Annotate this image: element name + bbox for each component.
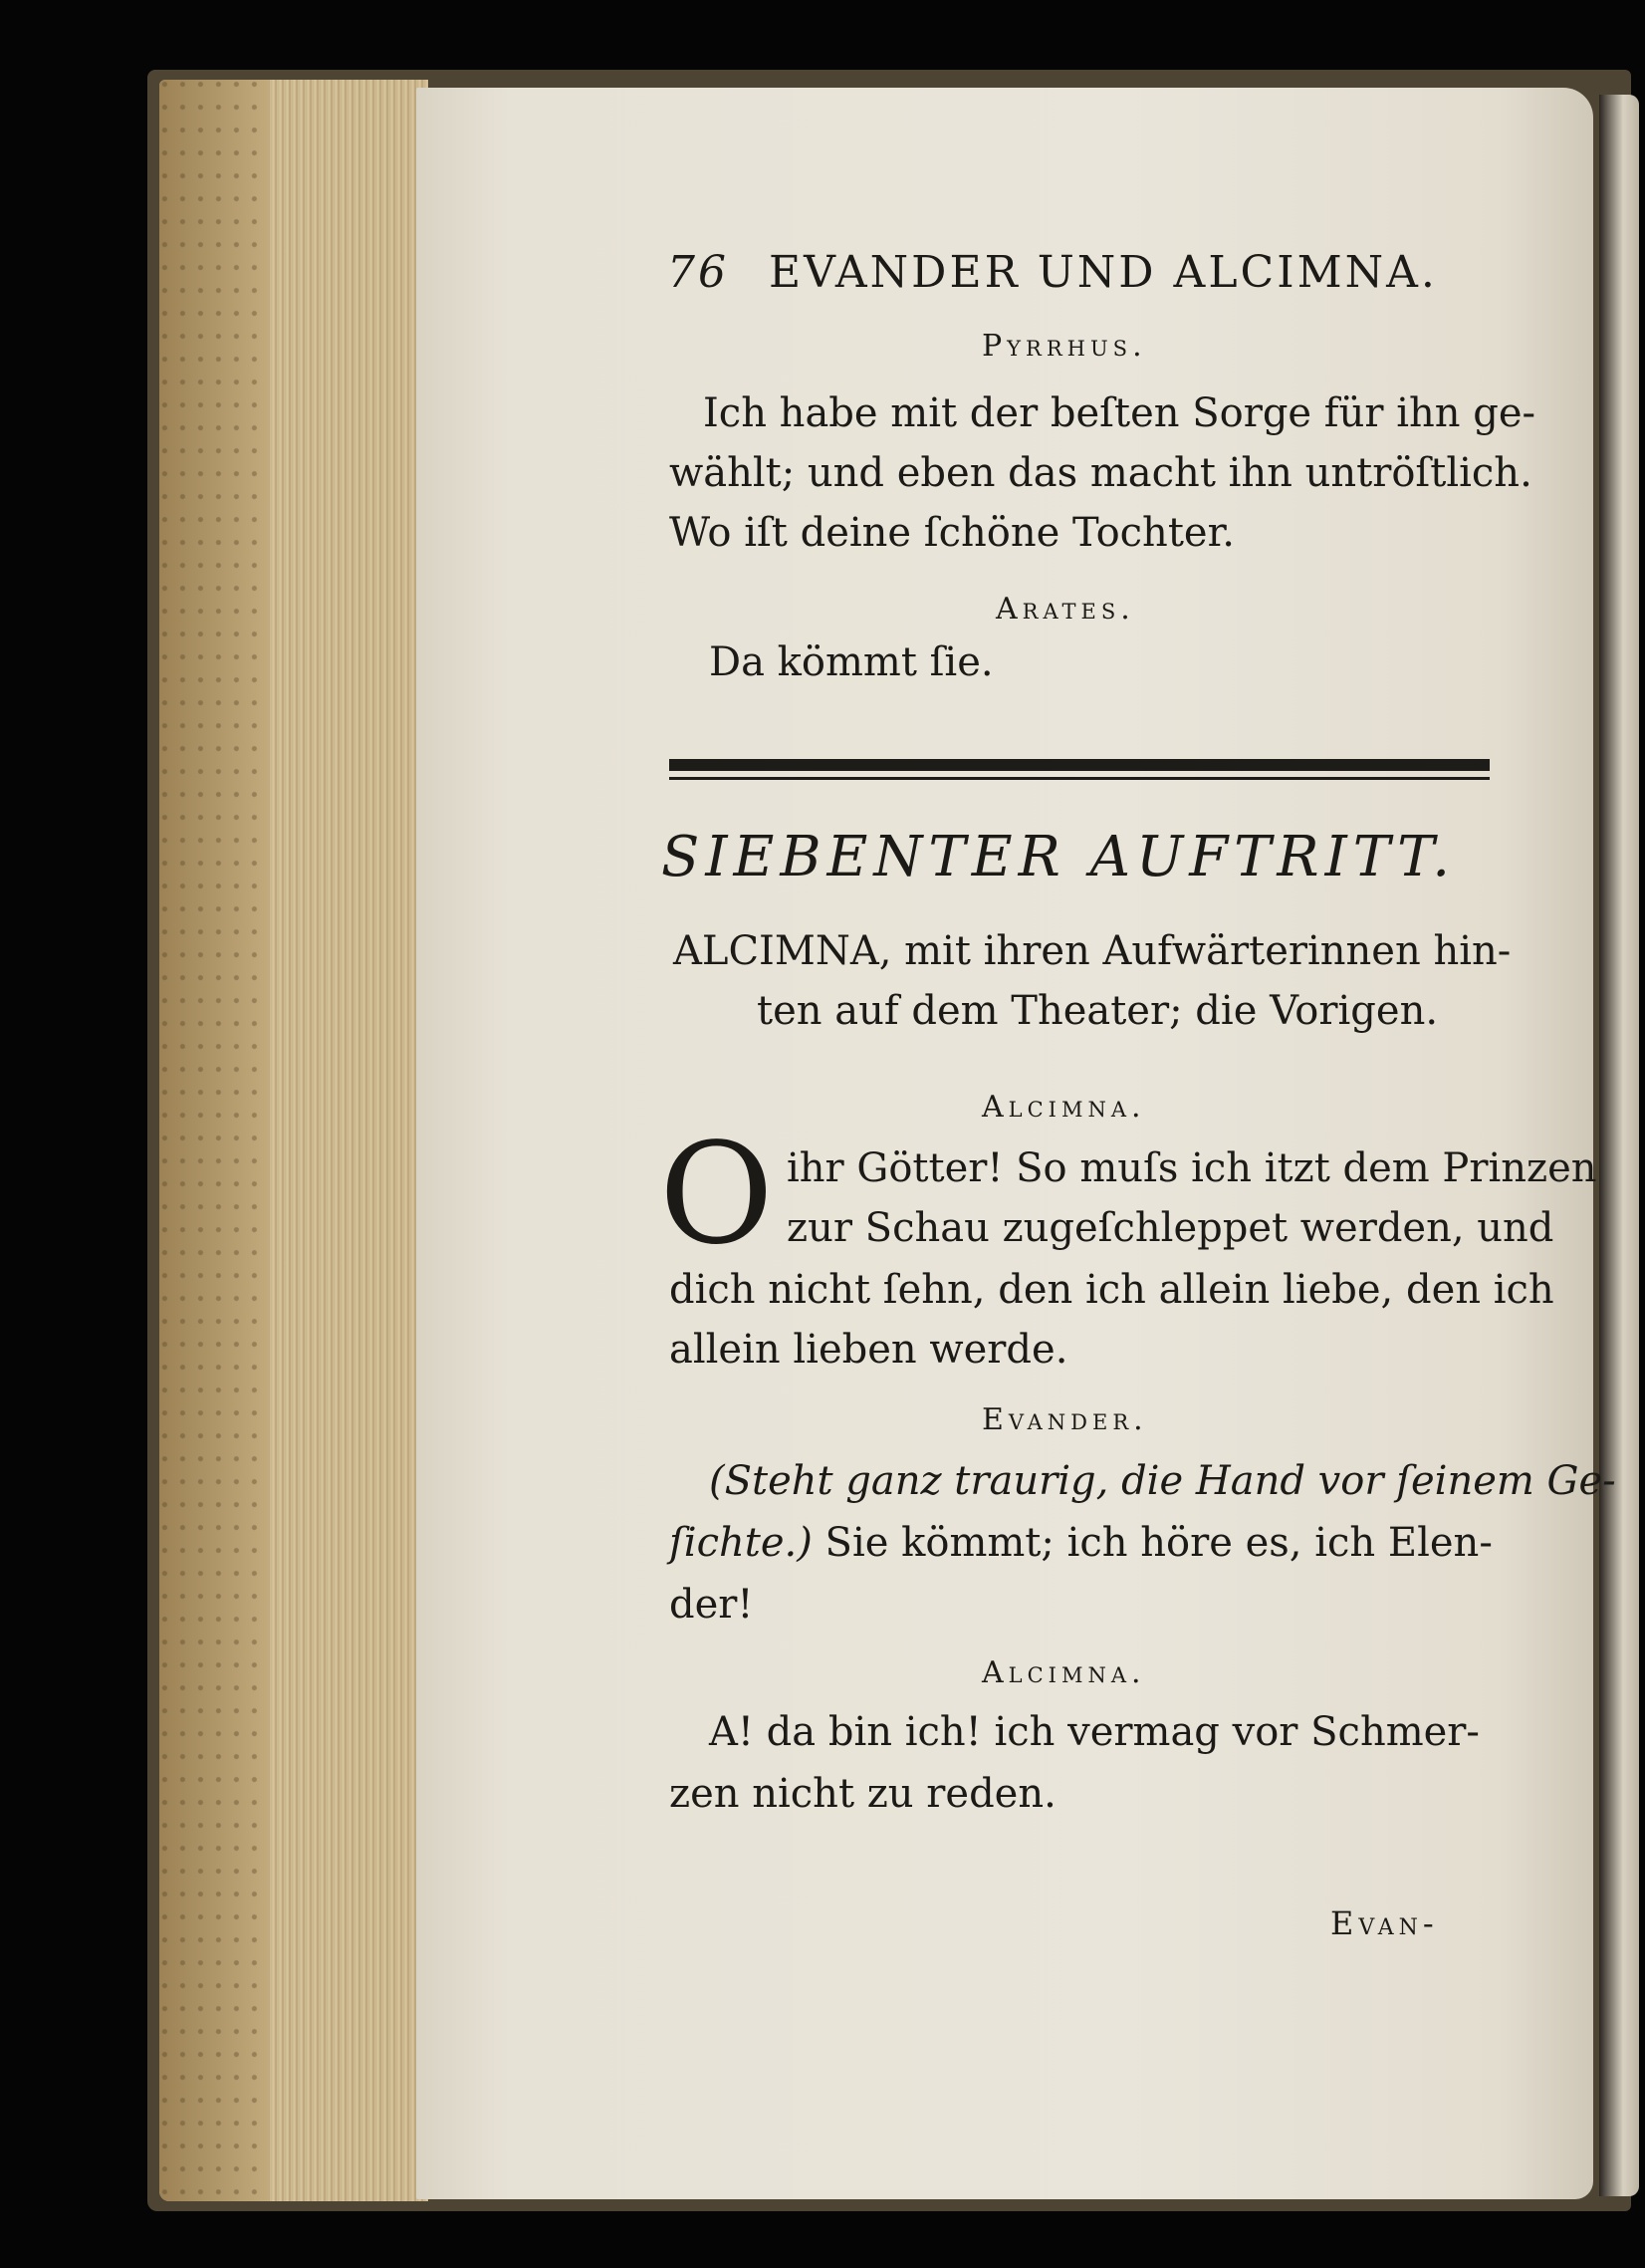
speaker-name: Alcimna. xyxy=(982,1090,1146,1125)
text-line: A! da bin ich! ich vermag vor Schmer- xyxy=(709,1709,1480,1755)
page-number: 76 xyxy=(667,247,729,298)
text-line: ihr Götter! So muſs ich itzt dem Prinzen xyxy=(787,1145,1597,1191)
running-title: EVANDER UND ALCIMNA. xyxy=(769,247,1438,298)
text-line: Ich habe mit der beſten Sorge für ihn ge- xyxy=(703,390,1536,436)
text-line xyxy=(669,1520,1493,1566)
section-rule xyxy=(669,759,1490,771)
text-line: zen nicht zu reden. xyxy=(669,1771,1057,1817)
catchword: Evan- xyxy=(1330,1904,1439,1942)
text-line: dich nicht ſehn, den ich allein liebe, den ich xyxy=(669,1267,1554,1313)
text-line: der! xyxy=(669,1582,754,1628)
speaker-name: Pyrrhus. xyxy=(982,329,1147,364)
section-rule-thin xyxy=(669,777,1490,780)
characters-line: ALCIMNA, mit ihren Aufwärterinnen hin- xyxy=(673,928,1512,974)
text-line: Wo iſt deine ſchöne Tochter. xyxy=(669,510,1236,556)
running-head xyxy=(667,247,1438,298)
stage-direction: ſichte.) xyxy=(669,1520,813,1566)
text-line: zur Schau zugeſchleppet werden, und xyxy=(787,1205,1554,1251)
speaker-name: Evander. xyxy=(982,1402,1148,1437)
scene-title: SIEBENTER AUFTRITT. xyxy=(661,825,1457,889)
speech-text: Sie kömmt; ich höre es, ich Elen- xyxy=(812,1520,1493,1566)
text-line: wählt; und eben das macht ihn untröſtlich. xyxy=(669,450,1532,496)
drop-cap: O xyxy=(659,1114,774,1276)
speaker-name: Alcimna. xyxy=(982,1655,1146,1690)
speaker-name: Arates. xyxy=(996,592,1135,627)
text-line: allein lieben werde. xyxy=(669,1327,1068,1373)
stage-direction: (Steht ganz traurig, die Hand vor ſeinem Ge- xyxy=(709,1458,1616,1504)
characters-line: ten auf dem Theater; die Vorigen. xyxy=(757,988,1439,1034)
text-line: Da kömmt ſie. xyxy=(709,639,994,685)
